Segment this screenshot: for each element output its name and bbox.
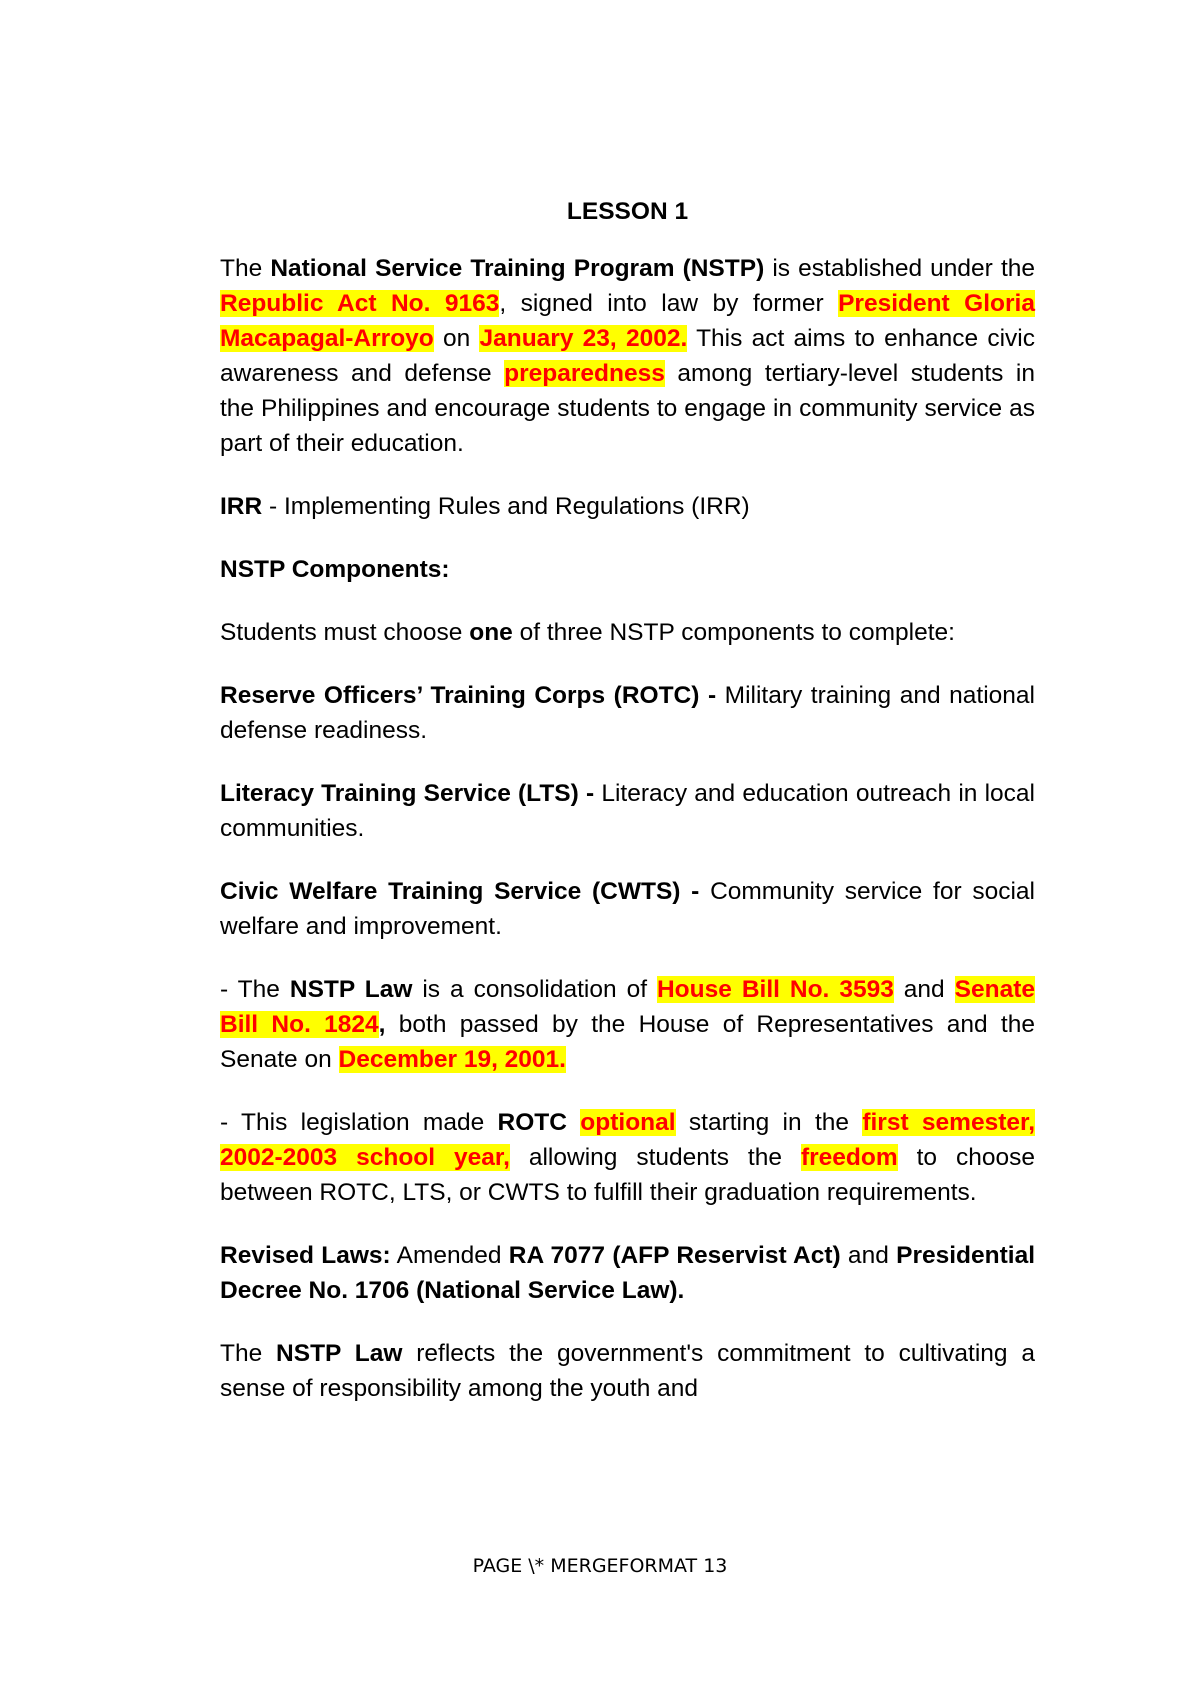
components-heading-text: NSTP Components: — [220, 556, 450, 583]
rotc-emphasis: ROTC — [497, 1109, 567, 1136]
irr-term: IRR — [220, 493, 263, 520]
senate-bill-highlight: Senate Bill No. 1824 — [220, 976, 1035, 1038]
components-heading — [220, 552, 1035, 587]
house-bill-highlight: House Bill No. 3593 — [656, 976, 894, 1003]
rotc-term: Reserve Officers’ Training Corps (ROTC) - — [220, 682, 717, 709]
text: to choose between ROTC, LTS, or CWTS to fulfill their graduation requirements. — [220, 1144, 1035, 1206]
irr-definition: - Implementing Rules and Regulations (IRR) — [262, 493, 750, 520]
text: and — [893, 976, 955, 1003]
lts-paragraph — [220, 776, 1035, 846]
president-highlight: President Gloria Macapagal-Arroyo — [220, 290, 1035, 352]
text — [567, 1109, 580, 1136]
text: - This legislation made — [220, 1109, 498, 1136]
republic-act-highlight: Republic Act No. 9163 — [220, 290, 500, 317]
text: The — [220, 255, 271, 282]
semester-highlight: first semester, 2002-2003 school year, — [220, 1109, 1035, 1171]
revised-laws-term: Revised Laws: — [220, 1242, 391, 1269]
law-paragraph — [220, 972, 1035, 1077]
text: The — [220, 1340, 277, 1367]
legislation-paragraph — [220, 1105, 1035, 1210]
text: is a consolidation of — [412, 976, 657, 1003]
text: is established under the — [764, 255, 1035, 282]
text: starting in the — [675, 1109, 863, 1136]
text: reflects the government's commitment to cultivating a sense of responsibility among the youth and — [220, 1340, 1035, 1402]
irr-paragraph — [220, 489, 1035, 524]
comma: , — [378, 1011, 386, 1038]
cwts-definition: Community service for social welfare and improvement. — [220, 878, 1035, 940]
nstp-law-term: NSTP Law — [276, 1340, 403, 1367]
document-body — [220, 194, 1035, 1434]
lts-definition: Literacy and education outreach in local communities. — [220, 780, 1035, 842]
text: , signed into law by former — [499, 290, 839, 317]
nstp-name: National Service Training Program (NSTP) — [270, 255, 765, 282]
text: Amended — [390, 1242, 509, 1269]
preparedness-highlight: preparedness — [504, 360, 665, 387]
text: allowing students the — [509, 1144, 801, 1171]
optional-highlight: optional — [580, 1109, 676, 1136]
rotc-definition: Military training and national defense readiness. — [220, 682, 1035, 744]
ra-7077: RA 7077 (AFP Reservist Act) — [508, 1242, 841, 1269]
cwts-term: Civic Welfare Training Service (CWTS) - — [220, 878, 700, 905]
one-emphasis: one — [469, 619, 513, 646]
rotc-paragraph — [220, 678, 1035, 748]
lesson-title: LESSON 1 — [566, 198, 689, 225]
page-footer: PAGE \* MERGEFORMAT 13 — [472, 1555, 728, 1577]
lts-term: Literacy Training Service (LTS) - — [220, 780, 595, 807]
revised-laws-paragraph — [220, 1238, 1035, 1308]
closing-paragraph — [220, 1336, 1035, 1406]
choose-paragraph — [220, 615, 1035, 650]
text: on — [433, 325, 480, 352]
date-highlight: January 23, 2002. — [479, 325, 688, 352]
intro-paragraph — [220, 251, 1035, 461]
text: and — [840, 1242, 897, 1269]
passed-date-highlight: December 19, 2001. — [338, 1046, 566, 1073]
text: both passed by the House of Representatives and the Senate on — [220, 1011, 1035, 1073]
text: of three NSTP components to complete: — [512, 619, 955, 646]
text: Students must choose — [220, 619, 470, 646]
cwts-paragraph — [220, 874, 1035, 944]
pd-1706: Presidential Decree No. 1706 (National Service Law). — [220, 1242, 1035, 1304]
freedom-highlight: freedom — [800, 1144, 898, 1171]
text: This act aims to enhance civic awareness and defense — [220, 325, 1036, 387]
nstp-law-term: NSTP Law — [289, 976, 413, 1003]
text: - The — [220, 976, 290, 1003]
text: among tertiary-level students in the Philippines and encourage students to engage in community service as part of their education. — [220, 360, 1036, 457]
